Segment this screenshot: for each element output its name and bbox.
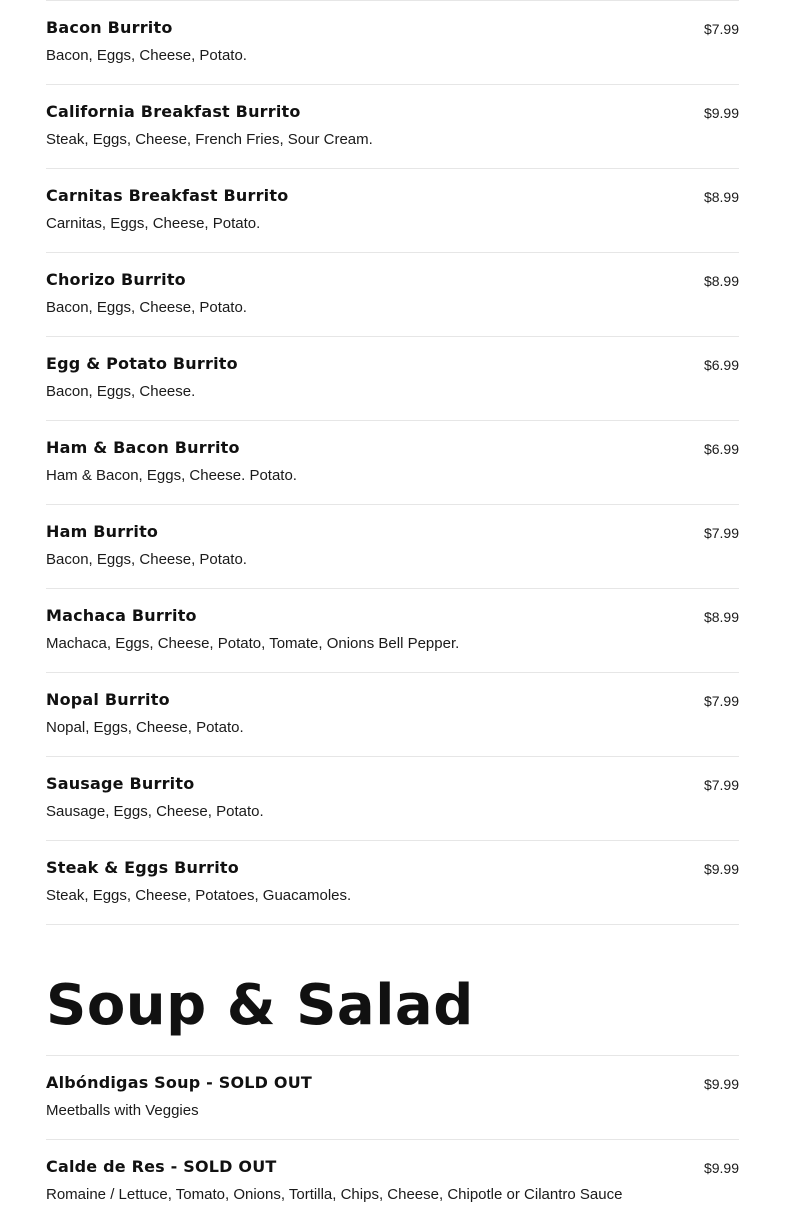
menu-item-description: Bacon, Eggs, Cheese. <box>46 383 196 400</box>
menu-item[interactable] <box>46 588 739 672</box>
menu-item[interactable] <box>46 336 739 420</box>
soup-salad-list <box>46 1055 739 1223</box>
section-title-soup-salad: Soup & Salad <box>46 973 474 1038</box>
menu-item[interactable] <box>46 672 739 756</box>
menu-item-description: Ham & Bacon, Eggs, Cheese. Potato. <box>46 467 297 484</box>
menu-item-price: $7.99 <box>703 21 739 37</box>
menu-item-price: $8.99 <box>703 273 739 289</box>
menu-item-description: Sausage, Eggs, Cheese, Potato. <box>46 803 264 820</box>
menu-item-name: Albóndigas Soup - SOLD OUT <box>46 1073 313 1092</box>
menu-item[interactable] <box>46 84 739 168</box>
menu-item-price: $6.99 <box>703 441 739 457</box>
menu-item-description: Romaine / Lettuce, Tomato, Onions, Tortilla, Chips, Cheese, Chipotle or Cilantro Sauce <box>46 1186 623 1203</box>
menu-item-price: $7.99 <box>703 777 739 793</box>
menu-item-description: Bacon, Eggs, Cheese, Potato. <box>46 299 247 316</box>
menu-item-name: Carnitas Breakfast Burrito <box>46 186 289 205</box>
menu-item[interactable] <box>46 168 739 252</box>
breakfast-burrito-list <box>46 0 739 925</box>
menu-item-description: Carnitas, Eggs, Cheese, Potato. <box>46 215 261 232</box>
menu-item[interactable] <box>46 504 739 588</box>
menu-item[interactable] <box>46 1139 739 1223</box>
menu-item-name: California Breakfast Burrito <box>46 102 301 121</box>
menu-item-description: Steak, Eggs, Cheese, Potatoes, Guacamoles. <box>46 887 352 904</box>
menu-item-name: Machaca Burrito <box>46 606 197 625</box>
menu-item-description: Steak, Eggs, Cheese, French Fries, Sour Cream. <box>46 131 373 148</box>
menu-item-name: Sausage Burrito <box>46 774 195 793</box>
menu-item-description: Bacon, Eggs, Cheese, Potato. <box>46 47 247 64</box>
menu-item-price: $8.99 <box>703 189 739 205</box>
menu-item[interactable] <box>46 840 739 924</box>
menu-item-price: $9.99 <box>703 1076 739 1092</box>
menu-item-name: Steak & Eggs Burrito <box>46 858 239 877</box>
menu-item[interactable] <box>46 1055 739 1139</box>
menu-item-description: Bacon, Eggs, Cheese, Potato. <box>46 551 247 568</box>
menu-item-name: Bacon Burrito <box>46 18 173 37</box>
menu-item[interactable] <box>46 252 739 336</box>
menu-item-price: $9.99 <box>703 1160 739 1176</box>
menu-item-price: $9.99 <box>703 105 739 121</box>
menu-item-name: Chorizo Burrito <box>46 270 186 289</box>
menu-item-description: Machaca, Eggs, Cheese, Potato, Tomate, Onions Bell Pepper. <box>46 635 460 652</box>
menu-item[interactable] <box>46 0 739 84</box>
menu-item-price: $6.99 <box>703 357 739 373</box>
menu-item[interactable] <box>46 420 739 504</box>
menu-item-price: $8.99 <box>703 609 739 625</box>
menu-item-name: Nopal Burrito <box>46 690 170 709</box>
menu-item-name: Ham & Bacon Burrito <box>46 438 240 457</box>
menu-item-price: $9.99 <box>703 861 739 877</box>
list-divider <box>46 924 739 925</box>
menu-item-price: $7.99 <box>703 525 739 541</box>
menu-item-name: Egg & Potato Burrito <box>46 354 238 373</box>
menu-item-description: Meetballs with Veggies <box>46 1102 199 1119</box>
menu-item-name: Ham Burrito <box>46 522 159 541</box>
menu-item-price: $7.99 <box>703 693 739 709</box>
menu-item-description: Nopal, Eggs, Cheese, Potato. <box>46 719 244 736</box>
menu-item[interactable] <box>46 756 739 840</box>
menu-item-name: Calde de Res - SOLD OUT <box>46 1157 277 1176</box>
